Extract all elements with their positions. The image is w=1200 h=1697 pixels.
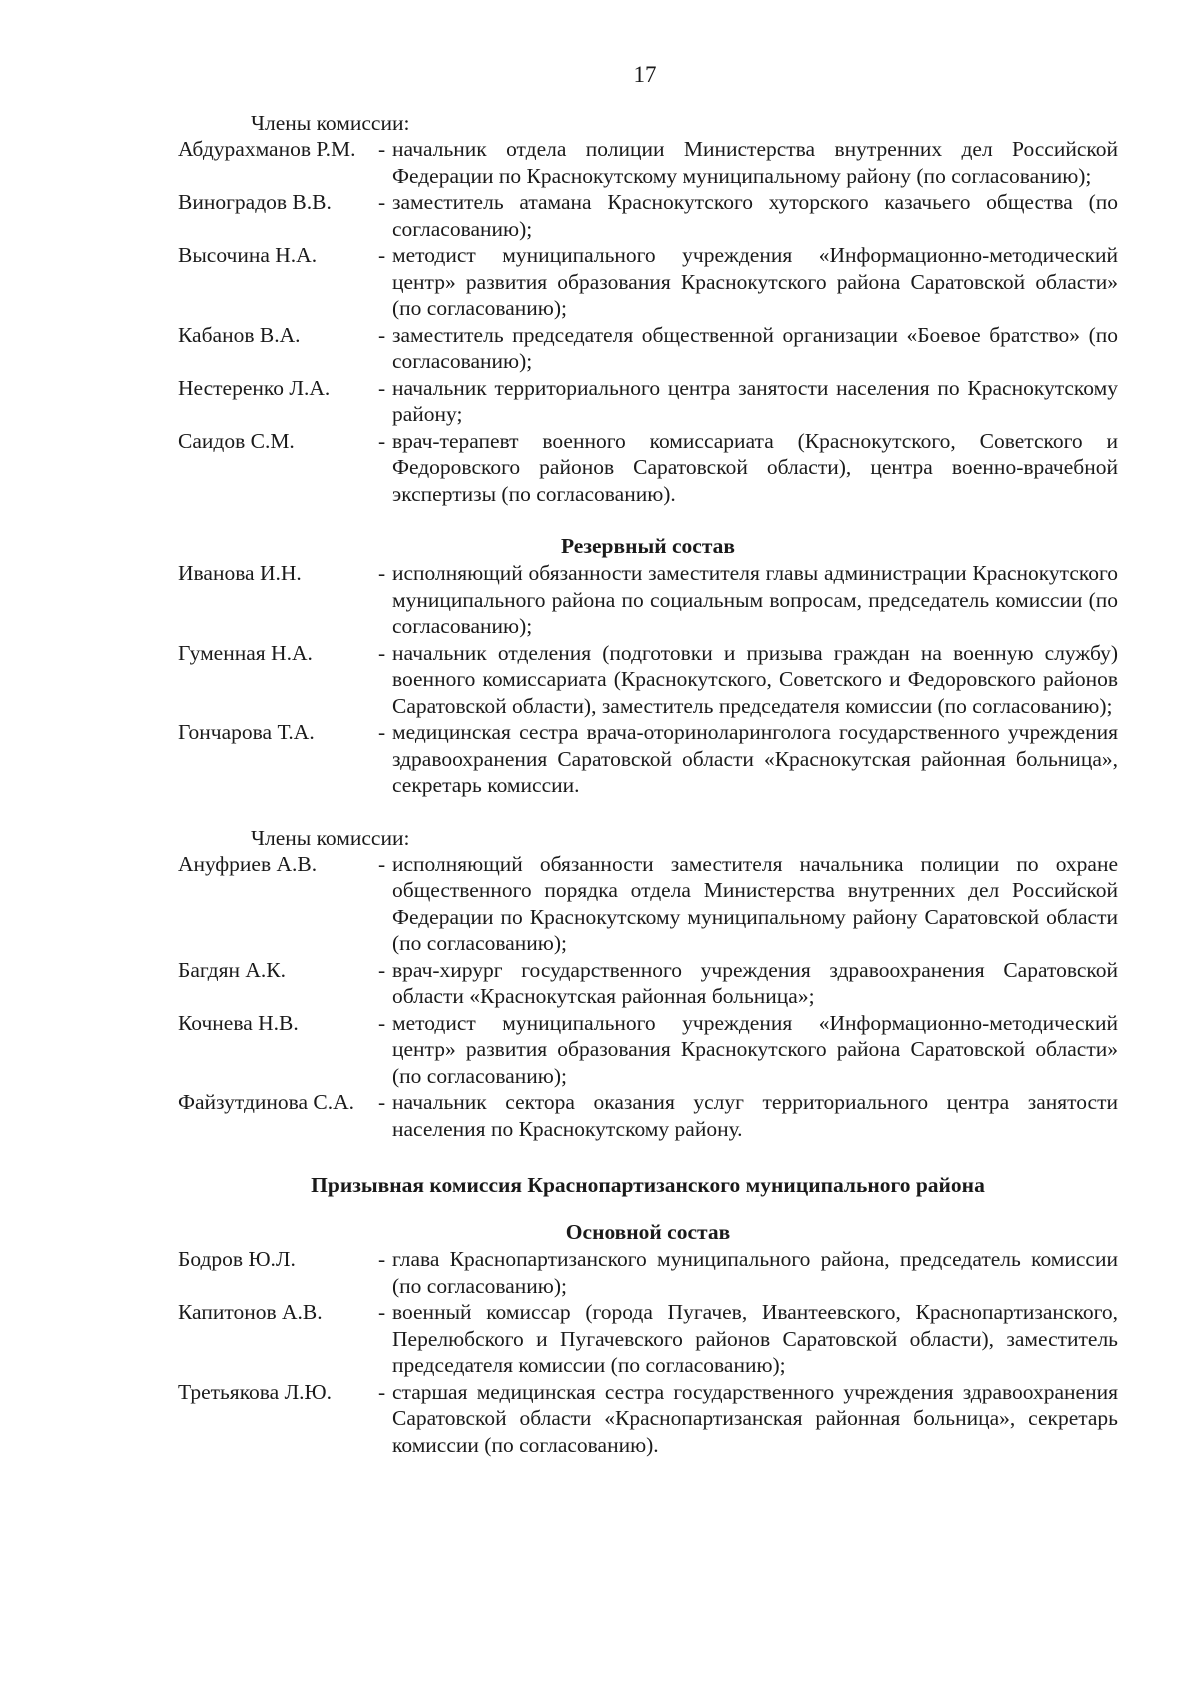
member-name: Гуменная Н.А. [178,640,313,665]
member-name: Бодров Ю.Л. [178,1247,296,1271]
member-description: глава Краснопартизанского муниципального района, председатель комиссии (по согласованию); [392,1247,1118,1298]
member-name: Файзутдинова С.А. [178,1090,355,1114]
section-title-reserve: Резервный состав [560,534,736,558]
member-entry: Файзутдинова С.А. - начальник сектора оказания услуг территориального центра занятости населения по Краснокутскому району. [178,1090,1118,1141]
member-entry: Багдян А.К. - врач-хирург государственного учреждения здравоохранения Саратовской области «Краснокутская районная больница»; [178,957,1118,1008]
member-entry: Третьякова Л.Ю. - старшая медицинская сестра государственного учреждения здравоохранения Саратовской области «Краснопартизанская районная больница», секретарь комиссии (по согласованию). [178,1379,1118,1457]
member-description: начальник отдела полиции Министерства внутренних дел Российской Федерации по Краснокутскому муниципальному району (по согласованию); [392,137,1118,188]
member-name: Кабанов В.А. [178,322,301,347]
member-description: начальник сектора оказания услуг территориального центра занятости населения по Краснокутскому району. [392,1090,1118,1141]
member-description: медицинская сестра врача-оториноларинголога государственного учреждения здравоохранения Саратовской области «Краснокутская районная больница», секретарь комиссии. [392,720,1118,797]
member-description: методист муниципального учреждения «Информационно-методический центр» развития образования Краснокутского района Саратовской области» (по согласованию); [392,1010,1118,1088]
member-name: Багдян А.К. [178,957,286,982]
member-entry: Высочина Н.А. - методист муниципального учреждения «Информационно-методический центр» развития образования Краснокутского района Саратовской области» (по согласованию); [178,243,1118,320]
member-name: Высочина Н.А. [178,243,318,267]
member-name: Кочнева Н.В. [178,1010,299,1035]
members-label: Члены комиссии: [251,111,410,135]
member-name: Капитонов А.В. [178,1300,323,1324]
members-label: Члены комиссии: [251,825,410,850]
member-name: Иванова И.Н. [178,561,302,585]
member-entry: Ануфриев А.В. - исполняющий обязанности заместителя начальника полиции по охране общественного порядка отдела Министерства внутренних дел Российской Федерации по Краснокутскому муниципальному району Саратовской области (по согласованию); [178,851,1118,955]
member-name: Третьякова Л.Ю. [178,1379,333,1404]
member-entry: Гуменная Н.А. - начальник отделения (подготовки и призыва граждан на военную службу) военного комиссариата (Краснокутского, Советского и Федоровского районов Саратовской области), заместитель председателя комиссии (по согласованию); [178,640,1118,718]
member-entry: Бодров Ю.Л. - глава Краснопартизанского муниципального района, председатель комиссии (по согласованию); [178,1247,1118,1298]
member-name: Ануфриев А.В. [178,851,318,876]
member-entry: Капитонов А.В. - военный комиссар (города Пугачев, Ивантеевского, Краснопартизанского, Перелюбского и Пугачевского районов Саратовской области), заместитель председателя комиссии (по согласованию); [178,1300,1118,1377]
member-entry: Саидов С.М. - врач-терапевт военного комиссариата (Краснокутского, Советского и Федоровского районов Саратовской области), центра военно-врачебной экспертизы (по согласованию). [178,428,1118,506]
member-name: Гончарова Т.А. [178,720,315,744]
member-name: Виноградов В.В. [178,190,332,214]
member-description: врач-терапевт военного комиссариата (Краснокутского, Советского и Федоровского районов Саратовской области), центра военно-врачебной экспертизы (по согласованию). [392,428,1118,506]
member-entry: Абдурахманов Р.М. - начальник отдела полиции Министерства внутренних дел Российской Федерации по Краснокутскому муниципальному району (по согласованию); [178,137,1118,188]
page-number: 17 [633,62,657,87]
member-description: заместитель председателя общественной организации «Боевое братство» (по согласованию); [392,322,1118,373]
section-title-commission: Призывная комиссия Краснопартизанского муниципального района [311,1173,985,1197]
member-entry: Гончарова Т.А. - медицинская сестра врача-оториноларинголога государственного учреждения здравоохранения Саратовской области «Краснокутская районная больница», секретарь комиссии. [178,720,1118,797]
member-description: заместитель атамана Краснокутского хуторского казачьего общества (по согласованию); [392,190,1118,241]
member-description: врач-хирург государственного учреждения здравоохранения Саратовской области «Краснокутская районная больница»; [392,957,1118,1008]
member-description: военный комиссар (города Пугачев, Ивантеевского, Краснопартизанского, Перелюбского и Пугачевского районов Саратовской области), заместитель председателя комиссии (по согласованию); [392,1300,1118,1377]
member-name: Нестеренко Л.А. [178,375,331,400]
member-description: начальник отделения (подготовки и призыва граждан на военную службу) военного комиссариата (Краснокутского, Советского и Федоровского районов Саратовской области), заместитель председателя комиссии (по согласованию); [392,640,1118,718]
member-description: старшая медицинская сестра государственного учреждения здравоохранения Саратовской области «Краснопартизанская районная больница», секретарь комиссии (по согласованию). [392,1379,1118,1457]
member-entry: Иванова И.Н. - исполняющий обязанности заместителя главы администрации Краснокутского муниципального района по социальным вопросам, председатель комиссии (по согласованию); [178,561,1118,638]
member-name: Саидов С.М. [178,428,295,453]
document-content [178,110,1118,1458]
member-description: исполняющий обязанности заместителя главы администрации Краснокутского муниципального района по социальным вопросам, председатель комиссии (по согласованию); [392,561,1118,638]
member-description: методист муниципального учреждения «Информационно-методический центр» развития образования Краснокутского района Саратовской области» (по согласованию); [392,243,1118,320]
member-description: начальник территориального центра занятости населения по Краснокутскому району; [392,375,1118,426]
section-title-main: Основной состав [565,1220,731,1244]
member-description: исполняющий обязанности заместителя начальника полиции по охране общественного порядка отдела Министерства внутренних дел Российской Федерации по Краснокутскому муниципальному району Саратовской области (по согласованию); [392,851,1118,955]
member-entry: Кабанов В.А. - заместитель председателя общественной организации «Боевое братство» (по согласованию); [178,322,1118,373]
member-entry: Нестеренко Л.А. - начальник территориального центра занятости населения по Краснокутскому району; [178,375,1118,426]
member-entry: Кочнева Н.В. - методист муниципального учреждения «Информационно-методический центр» развития образования Краснокутского района Саратовской области» (по согласованию); [178,1010,1118,1088]
member-entry: Виноградов В.В. - заместитель атамана Краснокутского хуторского казачьего общества (по согласованию); [178,190,1118,241]
member-name: Абдурахманов Р.М. [178,137,356,161]
